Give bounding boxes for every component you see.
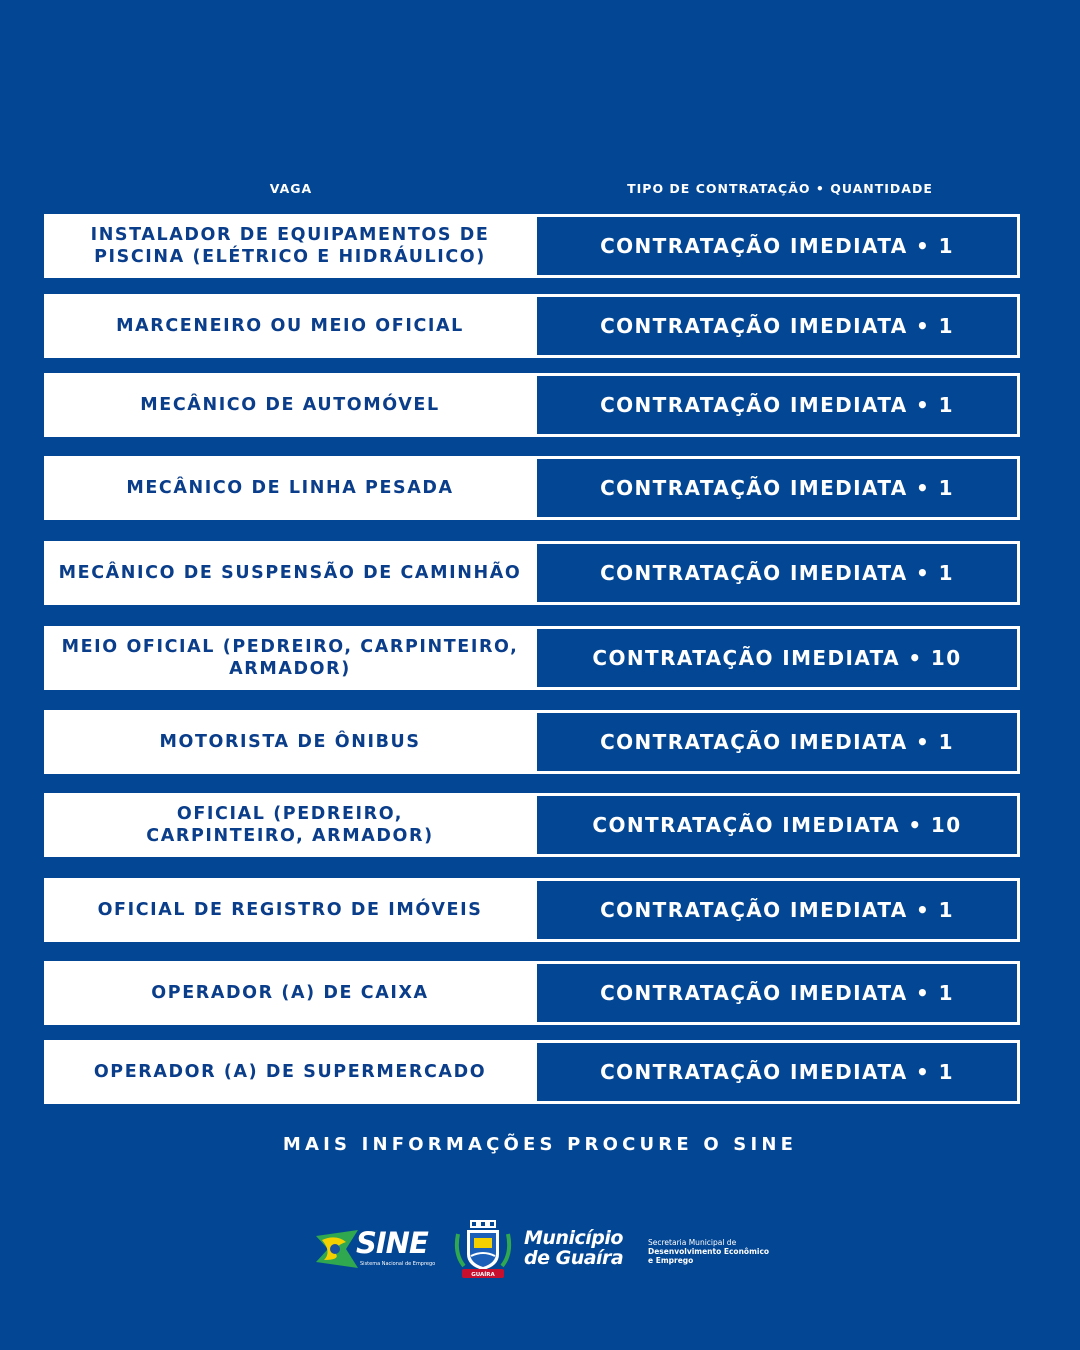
municipio-logo [524, 1228, 623, 1268]
job-title: OPERADOR (A) DE CAIXA [151, 983, 429, 1003]
contract-type: CONTRATAÇÃO IMEDIATA • 1 [537, 376, 1017, 434]
municipio-line2: de Guaíra [524, 1247, 624, 1269]
logo-bar [316, 1218, 776, 1282]
crest-label: GUAÍRA [471, 1272, 495, 1278]
header-tipo: TIPO DE CONTRATAÇÃO • QUANTIDADE [627, 181, 933, 196]
job-row [44, 1040, 1020, 1104]
contract-type: CONTRATAÇÃO IMEDIATA • 10 [537, 629, 1017, 687]
job-row [44, 294, 1020, 358]
secretaria-line2: Desenvolvimento Econômico [648, 1247, 770, 1256]
job-row [44, 710, 1020, 774]
job-row [44, 373, 1020, 437]
contract-type: CONTRATAÇÃO IMEDIATA • 10 [537, 796, 1017, 854]
contract-type: CONTRATAÇÃO IMEDIATA • 1 [537, 1043, 1017, 1101]
job-row [44, 961, 1020, 1025]
contract-type: CONTRATAÇÃO IMEDIATA • 1 [537, 297, 1017, 355]
contract-type: CONTRATAÇÃO IMEDIATA • 1 [537, 459, 1017, 517]
crest-ribbon [454, 1269, 512, 1278]
job-title: MARCENEIRO OU MEIO OFICIAL [116, 316, 464, 336]
secretaria-line3: e Emprego [648, 1256, 694, 1265]
job-title: MECÂNICO DE AUTOMÓVEL [140, 395, 440, 415]
secretaria-line1: Secretaria Municipal de [648, 1238, 737, 1247]
job-title: MEIO OFICIAL (PEDREIRO, CARPINTEIRO, ARMADOR) [61, 637, 519, 679]
info-note: MAIS INFORMAÇÕES PROCURE O SINE [282, 1134, 798, 1155]
contract-type: CONTRATAÇÃO IMEDIATA • 1 [537, 217, 1017, 275]
header-vaga: VAGA [269, 181, 313, 196]
sine-logo-text: SINE [356, 1226, 428, 1260]
job-row [44, 214, 1020, 278]
job-row [44, 541, 1020, 605]
job-row [44, 626, 1020, 690]
contract-type: CONTRATAÇÃO IMEDIATA • 1 [537, 544, 1017, 602]
job-title: OPERADOR (A) DE SUPERMERCADO [93, 1062, 487, 1082]
job-title: MOTORISTA DE ÔNIBUS [159, 732, 421, 752]
job-title: OFICIAL (PEDREIRO, CARPINTEIRO, ARMADOR) [146, 804, 434, 846]
job-row [44, 878, 1020, 942]
job-title: MECÂNICO DE LINHA PESADA [126, 478, 454, 498]
sine-flag-icon [316, 1230, 358, 1268]
municipio-line1: Município [524, 1227, 623, 1249]
job-row [44, 456, 1020, 520]
job-title: MECÂNICO DE SUSPENSÃO DE CAMINHÃO [58, 563, 522, 583]
job-title: INSTALADOR DE EQUIPAMENTOS DE PISCINA (ELÉTRICO E HIDRÁULICO) [90, 225, 490, 267]
contract-type: CONTRATAÇÃO IMEDIATA • 1 [537, 881, 1017, 939]
secretaria-label [648, 1238, 778, 1265]
sine-logo [316, 1226, 436, 1276]
contract-type: CONTRATAÇÃO IMEDIATA • 1 [537, 713, 1017, 771]
sine-logo-subtitle: Sistema Nacional de Emprego [360, 1261, 436, 1267]
job-row [44, 793, 1020, 857]
job-title: OFICIAL DE REGISTRO DE IMÓVEIS [97, 900, 483, 920]
contract-type: CONTRATAÇÃO IMEDIATA • 1 [537, 964, 1017, 1022]
